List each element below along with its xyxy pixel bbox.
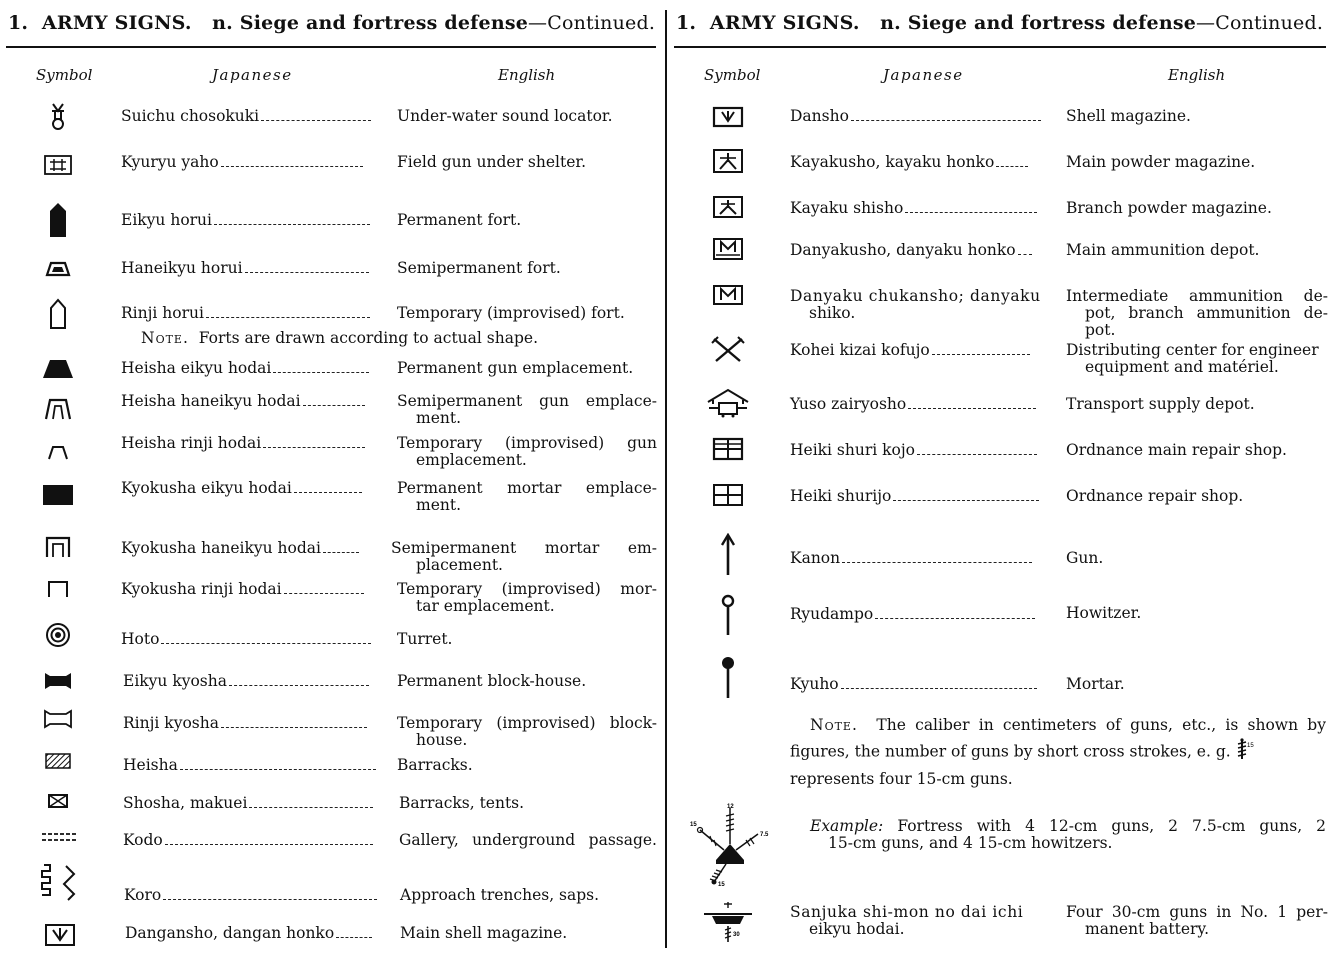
temporary-blockhouse-icon <box>36 702 80 736</box>
engineer-distribution-center-icon <box>706 332 750 366</box>
sheltered-gun-icon <box>36 148 80 182</box>
main-ammunition-depot-icon <box>706 232 750 266</box>
barracks-icon <box>36 744 80 778</box>
left-colhead-english: English <box>498 66 556 84</box>
english-term: Semipermanent fort. <box>397 259 561 277</box>
japanese-term: Kayakusho, kayaku honko <box>790 154 1028 171</box>
japanese-term: Eikyu horui <box>121 212 370 229</box>
japanese-term: Kyuryu yaho <box>121 154 363 171</box>
japanese-term: Eikyu kyosha <box>123 673 369 690</box>
fig-label-bottom: 15 <box>718 882 725 886</box>
ordnance-main-repair-icon <box>706 432 750 466</box>
fortress-example-icon <box>688 800 772 886</box>
japanese-term: Kyuho <box>790 676 1037 693</box>
english-term: Semipermanent mortar em- placement. <box>391 539 657 574</box>
tents-icon <box>36 784 80 818</box>
english-term: Temporary (improvised) gun emplacement. <box>397 434 657 469</box>
english-term: Approach trenches, saps. <box>400 886 600 904</box>
fig-label-battery: 30 <box>733 932 740 938</box>
english-term: Howitzer. <box>1066 604 1142 622</box>
permanent-gun-emplacement-icon <box>36 352 80 386</box>
english-term: Main shell magazine. <box>400 924 568 942</box>
japanese-term: Koro <box>124 887 377 904</box>
english-term: Permanent fort. <box>397 211 522 229</box>
temporary-gun-emplacement-icon <box>36 434 80 468</box>
japanese-term: Kyokusha haneikyu hodai <box>121 540 359 557</box>
japanese-term: Ryudampo <box>790 606 1035 623</box>
english-term: Permanent mortar emplace- ment. <box>397 479 657 514</box>
english-term: Under-water sound locator. <box>397 107 613 125</box>
english-term: Field gun under shelter. <box>397 153 587 171</box>
branch-powder-magazine-icon <box>706 190 750 224</box>
japanese-term: Dansho <box>790 108 1041 125</box>
japanese-term: Danyaku chukansho; danyaku shiko. <box>790 287 1041 322</box>
main-powder-magazine-icon <box>706 144 750 178</box>
english-term: Mortar. <box>1066 675 1125 693</box>
japanese-term: Heiki shurijo <box>790 488 1039 505</box>
english-term: Gun. <box>1066 549 1104 567</box>
japanese-term: Kohei kizai kofujo <box>790 342 1030 359</box>
right-header-rule <box>674 46 1326 48</box>
ordnance-repair-icon <box>706 478 750 512</box>
column-divider <box>665 10 667 948</box>
english-term: Temporary (improvised) fort. <box>397 304 625 322</box>
gun-icon <box>706 532 750 578</box>
temporary-fort-icon <box>36 296 80 332</box>
sound-locator-icon <box>36 100 80 134</box>
japanese-term: Hoto <box>121 631 371 648</box>
forts-note: Note. Forts are drawn according to actual shape. <box>141 329 538 347</box>
japanese-term: Kyokusha rinji hodai <box>121 581 364 598</box>
english-term: Four 30-cm guns in No. 1 per- manent battery. <box>1066 903 1328 938</box>
right-colhead-symbol: Symbol <box>704 66 761 84</box>
turret-icon <box>36 618 80 652</box>
japanese-term: Heiki shuri kojo <box>790 442 1037 459</box>
transport-supply-depot-icon <box>704 386 752 420</box>
gallery-icon <box>38 820 82 854</box>
english-term: Turret. <box>397 630 453 648</box>
permanent-blockhouse-icon <box>36 664 80 698</box>
caliber-note: Note. The caliber in centimeters of guns, etc., is shown by figures, the number of guns by short cross strokes, e. g. 15 represents four 15-cm guns. <box>790 716 1326 788</box>
permanent-mortar-emplacement-icon <box>36 478 80 512</box>
right-colhead-english: English <box>1168 66 1226 84</box>
english-term: Branch powder magazine. <box>1066 199 1272 217</box>
left-header: 1. ARMY SIGNS. n. Siege and fortress defense—Continued. <box>8 12 656 34</box>
english-term: Transport supply depot. <box>1066 395 1255 413</box>
japanese-term: Haneikyu horui <box>121 260 369 277</box>
left-header-rule <box>6 46 656 48</box>
note-gun-caliber: 15 <box>1246 743 1254 749</box>
temporary-mortar-emplacement-icon <box>36 572 80 606</box>
semipermanent-gun-emplacement-icon <box>36 392 80 426</box>
english-term: Permanent gun emplacement. <box>397 359 634 377</box>
approach-trenches-icon <box>36 862 86 902</box>
example-text: Example: Fortress with 4 12-cm guns, 2 7.5-cm guns, 2 15-cm guns, and 4 15-cm howitzers. <box>810 817 1326 852</box>
english-term: Permanent block-house. <box>397 672 587 690</box>
semipermanent-fort-icon <box>36 252 80 286</box>
fig-label-top: 12 <box>727 804 734 810</box>
japanese-term: Heisha rinji hodai <box>121 435 365 452</box>
right-header: 1. ARMY SIGNS. n. Siege and fortress defense—Continued. <box>676 12 1324 34</box>
japanese-term: Shosha, makuei <box>123 795 373 812</box>
japanese-term: Rinji kyosha <box>123 715 367 732</box>
english-term: Intermediate ammunition de- pot, branch ammunition de- pot. <box>1066 287 1328 339</box>
japanese-term: Kayaku shisho <box>790 200 1037 217</box>
japanese-term: Heisha <box>123 757 376 774</box>
right-colhead-japanese: Japanese <box>883 66 964 84</box>
japanese-term: Suichu chosokuki <box>121 108 371 125</box>
right-column <box>670 0 1333 958</box>
english-term: Temporary (improvised) block- house. <box>397 714 657 749</box>
english-term: Barracks. <box>397 756 473 774</box>
fig-label-left: 15 <box>690 822 697 828</box>
japanese-term: Rinji horui <box>121 305 370 322</box>
left-colhead-japanese: Japanese <box>212 66 293 84</box>
left-column <box>0 0 662 958</box>
english-term: Distributing center for engineer equipment and matériel. <box>1066 341 1319 376</box>
japanese-term: Kanon <box>790 550 1032 567</box>
english-term: Ordnance repair shop. <box>1066 487 1244 505</box>
japanese-term: Heisha haneikyu hodai <box>121 393 365 410</box>
shell-magazine-icon <box>706 100 750 134</box>
japanese-term: Sanjuka shi-mon no dai ichi eikyu hodai. <box>790 903 1024 938</box>
english-term: Semipermanent gun emplace- ment. <box>397 392 657 427</box>
fig-label-right: 7.5 <box>760 832 769 838</box>
english-term: Main ammunition depot. <box>1066 241 1260 259</box>
english-term: Shell magazine. <box>1066 107 1191 125</box>
howitzer-icon <box>706 592 750 638</box>
left-colhead-symbol: Symbol <box>36 66 93 84</box>
japanese-term: Kyokusha eikyu hodai <box>121 480 362 497</box>
english-term: Gallery, underground passage. <box>399 831 657 849</box>
english-term: Barracks, tents. <box>399 794 525 812</box>
japanese-term: Heisha eikyu hodai <box>121 360 369 377</box>
english-term: Main powder magazine. <box>1066 153 1256 171</box>
japanese-term: Danyakusho, danyaku honko <box>790 242 1032 259</box>
four-15cm-guns-icon <box>1236 737 1256 768</box>
permanent-fort-icon <box>36 200 80 240</box>
japanese-term: Yuso zairyosho <box>790 396 1036 413</box>
mortar-icon <box>706 654 750 700</box>
battery-icon <box>700 900 756 944</box>
intermediate-ammunition-depot-icon <box>706 278 750 312</box>
main-shell-magazine-icon <box>38 918 82 952</box>
japanese-term: Kodo <box>123 832 373 849</box>
japanese-term: Dangansho, dangan honko <box>125 925 372 942</box>
semipermanent-mortar-emplacement-icon <box>36 530 80 564</box>
english-term: Ordnance main repair shop. <box>1066 441 1287 459</box>
english-term: Temporary (improvised) mor- tar emplacement. <box>397 580 657 615</box>
